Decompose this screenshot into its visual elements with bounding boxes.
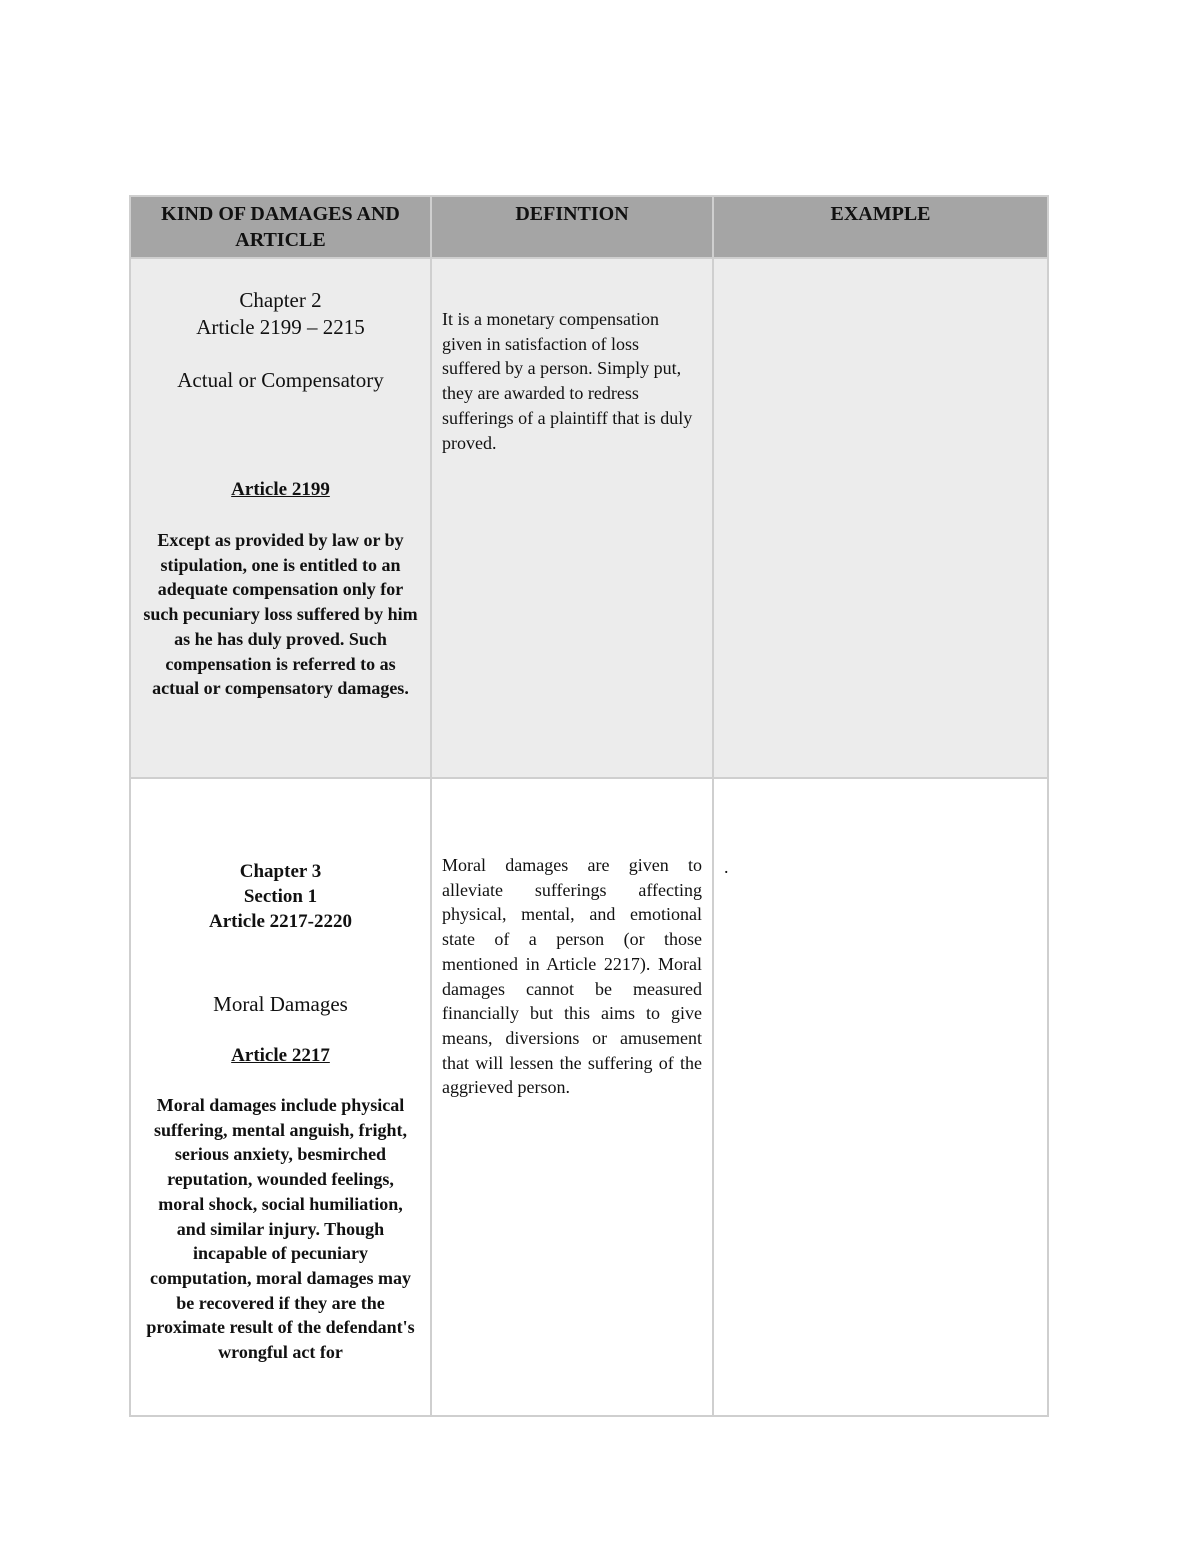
header-example — [713, 196, 1048, 258]
section-label: Section 1 — [243, 886, 318, 907]
header-definition — [431, 196, 713, 258]
table-row — [130, 778, 1048, 1416]
kind-cell — [130, 778, 431, 1416]
header-definition-label: DEFINTION — [515, 203, 629, 225]
damage-kind: Actual or Compensatory — [177, 368, 384, 392]
kind-cell — [130, 258, 431, 778]
header-kind-label: KIND OF DAMAGES AND ARTICLE — [161, 203, 400, 251]
table-header-row — [130, 196, 1048, 258]
article-heading: Article 2199 — [231, 479, 330, 500]
definition-cell — [431, 258, 713, 778]
article-heading: Article 2217 — [231, 1045, 330, 1066]
article-text: Except as provided by law or by stipulation, one is entitled to an adequate compensation only for such pecuniary loss suffered by him as he has duly proved. Such compensation is referred to as actual or compensatory damages. — [143, 530, 418, 699]
header-kind — [130, 196, 431, 258]
chapter-label: Chapter 2 — [239, 288, 322, 312]
example-text: . — [724, 857, 729, 877]
header-example-label: EXAMPLE — [830, 203, 931, 225]
damages-table — [129, 195, 1049, 1417]
chapter-label: Chapter 3 — [239, 861, 322, 882]
definition-text: Moral damages are given to alleviate sufferings affecting physical, mental, and emotional state of a person (or those mentioned in Article 2217). Moral damages cannot be measured financially but this aims to give means, diversions or amusement that will lessen the suffering of the aggrieved person. — [442, 855, 702, 1098]
definition-text: It is a monetary compensation given in satisfaction of loss suffered by a person. Simply put, they are awarded to redress sufferings of a plaintiff that is duly proved. — [442, 309, 693, 453]
example-cell — [713, 778, 1048, 1416]
definition-cell — [431, 778, 713, 1416]
example-cell — [713, 258, 1048, 778]
article-text: Moral damages include physical suffering, mental anguish, fright, serious anxiety, besmirched reputation, wounded feelings, moral shock, social humiliation, and similar injury. Though incapable of pecuniary computation, moral damages may be recovered if they are the proximate result of the defendant's wrongful act for — [146, 1095, 415, 1363]
article-range: Article 2217-2220 — [209, 911, 352, 932]
article-range: Article 2199 – 2215 — [196, 315, 365, 339]
table-row — [130, 258, 1048, 778]
damage-kind: Moral Damages — [213, 992, 348, 1016]
